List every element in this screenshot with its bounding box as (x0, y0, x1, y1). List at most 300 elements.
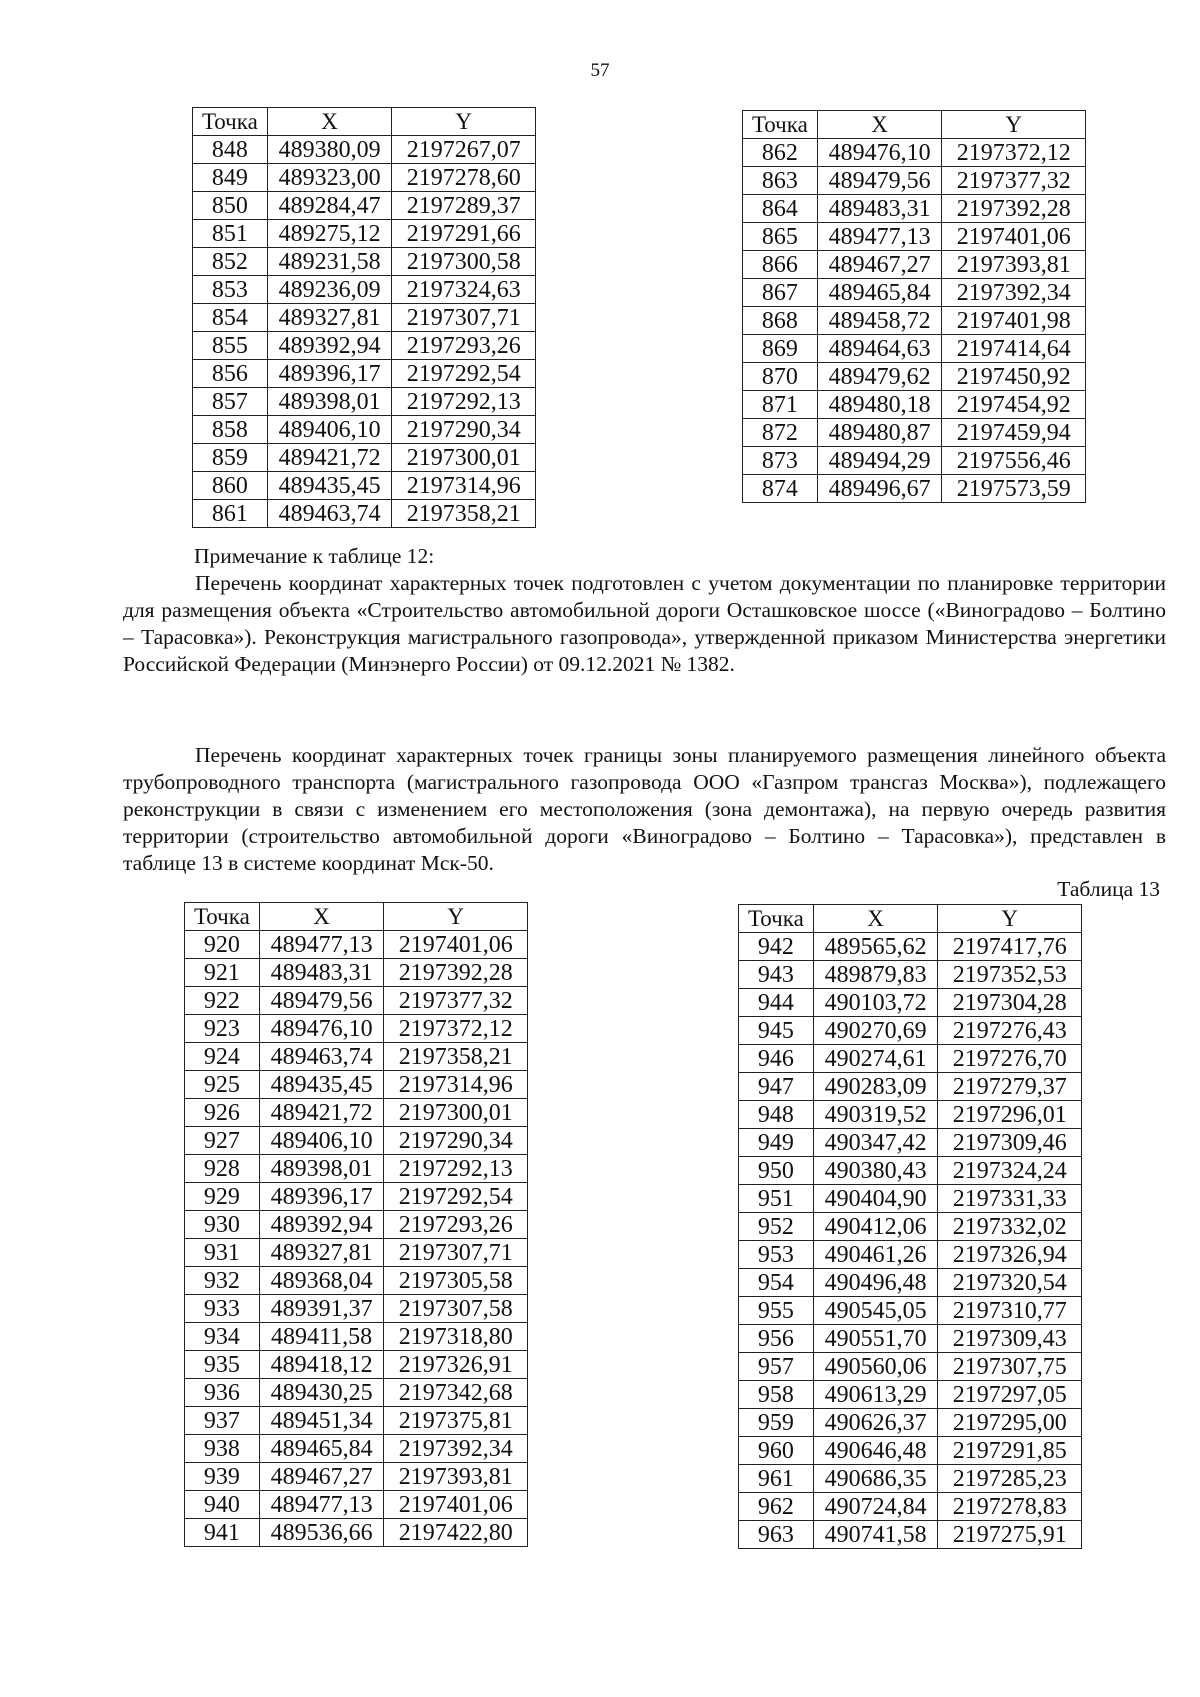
point-number-cell: 942 (739, 933, 814, 961)
header-y: Y (392, 108, 536, 136)
point-number-cell: 921 (185, 959, 260, 987)
table-row (185, 1379, 528, 1407)
table-row (185, 1295, 528, 1323)
point-number-cell: 848 (193, 136, 268, 164)
x-coordinate-cell: 489483,31 (817, 195, 942, 223)
x-coordinate-cell: 489463,74 (259, 1043, 384, 1071)
y-coordinate-cell: 2197422,80 (384, 1519, 528, 1547)
y-coordinate-cell: 2197276,70 (938, 1045, 1082, 1073)
table-row (743, 251, 1086, 279)
table-row (739, 933, 1082, 961)
x-coordinate-cell: 489458,72 (817, 307, 942, 335)
paragraph-table-13-intro: Перечень координат характерных точек границы зоны планируемого размещения линейного объекта трубопроводного транспорта (магистрального газопровода ООО «Газпром трансгаз Москва»), подлежащего реконструкции в связи с изменением его местоположения (зона демонтажа), на первую очередь развития территории (строительство автомобильной дороги «Виноградово – Болтино – Тарасовка»), представлен в таблице 13 в системе координат Мск-50. (123, 743, 1166, 875)
y-coordinate-cell: 2197377,32 (942, 167, 1086, 195)
point-number-cell: 962 (739, 1493, 814, 1521)
y-coordinate-cell: 2197292,54 (384, 1183, 528, 1211)
y-coordinate-cell: 2197314,96 (384, 1071, 528, 1099)
x-coordinate-cell: 489368,04 (259, 1267, 384, 1295)
x-coordinate-cell: 490646,48 (813, 1437, 938, 1465)
y-coordinate-cell: 2197324,63 (392, 276, 536, 304)
y-coordinate-cell: 2197292,54 (392, 360, 536, 388)
table-header-row (185, 903, 528, 931)
y-coordinate-cell: 2197300,58 (392, 248, 536, 276)
table-row (739, 1017, 1082, 1045)
table-12-left (192, 107, 536, 528)
x-coordinate-cell: 489396,17 (267, 360, 392, 388)
point-number-cell: 874 (743, 475, 818, 503)
table-row (185, 1407, 528, 1435)
table-row (193, 164, 536, 192)
point-number-cell: 945 (739, 1017, 814, 1045)
point-number-cell: 866 (743, 251, 818, 279)
table-row (193, 500, 536, 528)
table-row (743, 307, 1086, 335)
x-coordinate-cell: 489435,45 (267, 472, 392, 500)
x-coordinate-cell: 489483,31 (259, 959, 384, 987)
x-coordinate-cell: 489391,37 (259, 1295, 384, 1323)
x-coordinate-cell: 489879,83 (813, 961, 938, 989)
y-coordinate-cell: 2197392,28 (942, 195, 1086, 223)
point-number-cell: 960 (739, 1437, 814, 1465)
x-coordinate-cell: 490270,69 (813, 1017, 938, 1045)
point-number-cell: 859 (193, 444, 268, 472)
x-coordinate-cell: 489398,01 (267, 388, 392, 416)
table-row (739, 1465, 1082, 1493)
x-coordinate-cell: 490347,42 (813, 1129, 938, 1157)
y-coordinate-cell: 2197401,98 (942, 307, 1086, 335)
x-coordinate-cell: 489476,10 (817, 139, 942, 167)
y-coordinate-cell: 2197377,32 (384, 987, 528, 1015)
y-coordinate-cell: 2197300,01 (392, 444, 536, 472)
point-number-cell: 850 (193, 192, 268, 220)
table-row (185, 1491, 528, 1519)
table-row (185, 1239, 528, 1267)
table-row (193, 332, 536, 360)
point-number-cell: 868 (743, 307, 818, 335)
point-number-cell: 926 (185, 1099, 260, 1127)
x-coordinate-cell: 490545,05 (813, 1297, 938, 1325)
y-coordinate-cell: 2197417,76 (938, 933, 1082, 961)
x-coordinate-cell: 490724,84 (813, 1493, 938, 1521)
point-number-cell: 953 (739, 1241, 814, 1269)
y-coordinate-cell: 2197309,46 (938, 1129, 1082, 1157)
header-x: X (817, 111, 942, 139)
x-coordinate-cell: 489323,00 (267, 164, 392, 192)
header-point: Точка (193, 108, 268, 136)
x-coordinate-cell: 490626,37 (813, 1409, 938, 1437)
table-13-label: Таблица 13 (1057, 877, 1160, 901)
y-coordinate-cell: 2197293,26 (392, 332, 536, 360)
x-coordinate-cell: 489479,56 (259, 987, 384, 1015)
x-coordinate-cell: 489465,84 (259, 1435, 384, 1463)
x-coordinate-cell: 490380,43 (813, 1157, 938, 1185)
x-coordinate-cell: 489477,13 (817, 223, 942, 251)
x-coordinate-cell: 489231,58 (267, 248, 392, 276)
table-row (193, 388, 536, 416)
table-row (185, 1323, 528, 1351)
point-number-cell: 853 (193, 276, 268, 304)
y-coordinate-cell: 2197450,92 (942, 363, 1086, 391)
y-coordinate-cell: 2197352,53 (938, 961, 1082, 989)
y-coordinate-cell: 2197278,83 (938, 1493, 1082, 1521)
y-coordinate-cell: 2197320,54 (938, 1269, 1082, 1297)
header-x: X (267, 108, 392, 136)
y-coordinate-cell: 2197573,59 (942, 475, 1086, 503)
x-coordinate-cell: 489435,45 (259, 1071, 384, 1099)
x-coordinate-cell: 490319,52 (813, 1101, 938, 1129)
x-coordinate-cell: 489451,34 (259, 1407, 384, 1435)
y-coordinate-cell: 2197307,58 (384, 1295, 528, 1323)
header-x: X (813, 905, 938, 933)
table-row (185, 1127, 528, 1155)
point-number-cell: 867 (743, 279, 818, 307)
x-coordinate-cell: 489477,13 (259, 931, 384, 959)
y-coordinate-cell: 2197307,75 (938, 1353, 1082, 1381)
point-number-cell: 935 (185, 1351, 260, 1379)
point-number-cell: 930 (185, 1211, 260, 1239)
point-number-cell: 954 (739, 1269, 814, 1297)
y-coordinate-cell: 2197290,34 (384, 1127, 528, 1155)
point-number-cell: 849 (193, 164, 268, 192)
table-row (185, 1351, 528, 1379)
table-row (739, 1521, 1082, 1549)
header-point: Точка (739, 905, 814, 933)
point-number-cell: 857 (193, 388, 268, 416)
x-coordinate-cell: 490461,26 (813, 1241, 938, 1269)
table-row (185, 1435, 528, 1463)
point-number-cell: 937 (185, 1407, 260, 1435)
table-row (193, 304, 536, 332)
y-coordinate-cell: 2197358,21 (392, 500, 536, 528)
y-coordinate-cell: 2197372,12 (942, 139, 1086, 167)
y-coordinate-cell: 2197307,71 (384, 1239, 528, 1267)
y-coordinate-cell: 2197291,66 (392, 220, 536, 248)
point-number-cell: 941 (185, 1519, 260, 1547)
table-row (185, 1155, 528, 1183)
table-row (185, 1071, 528, 1099)
point-number-cell: 952 (739, 1213, 814, 1241)
y-coordinate-cell: 2197392,34 (384, 1435, 528, 1463)
table-row (739, 1213, 1082, 1241)
y-coordinate-cell: 2197401,06 (942, 223, 1086, 251)
point-number-cell: 924 (185, 1043, 260, 1071)
point-number-cell: 943 (739, 961, 814, 989)
point-number-cell: 956 (739, 1325, 814, 1353)
x-coordinate-cell: 490412,06 (813, 1213, 938, 1241)
x-coordinate-cell: 489411,58 (259, 1323, 384, 1351)
point-number-cell: 852 (193, 248, 268, 276)
x-coordinate-cell: 489327,81 (267, 304, 392, 332)
point-number-cell: 950 (739, 1157, 814, 1185)
x-coordinate-cell: 489421,72 (259, 1099, 384, 1127)
table-row (739, 1353, 1082, 1381)
table-row (185, 1211, 528, 1239)
point-number-cell: 854 (193, 304, 268, 332)
x-coordinate-cell: 490560,06 (813, 1353, 938, 1381)
y-coordinate-cell: 2197305,58 (384, 1267, 528, 1295)
table-row (185, 1519, 528, 1547)
table-row (743, 139, 1086, 167)
y-coordinate-cell: 2197278,60 (392, 164, 536, 192)
x-coordinate-cell: 489392,94 (259, 1211, 384, 1239)
point-number-cell: 861 (193, 500, 268, 528)
x-coordinate-cell: 489392,94 (267, 332, 392, 360)
table-row (193, 472, 536, 500)
y-coordinate-cell: 2197392,28 (384, 959, 528, 987)
table-row (739, 989, 1082, 1017)
table-row (739, 1381, 1082, 1409)
table-row (743, 419, 1086, 447)
y-coordinate-cell: 2197454,92 (942, 391, 1086, 419)
table-row (739, 1493, 1082, 1521)
y-coordinate-cell: 2197275,91 (938, 1521, 1082, 1549)
table-row (743, 391, 1086, 419)
x-coordinate-cell: 489236,09 (267, 276, 392, 304)
table-header-row (739, 905, 1082, 933)
y-coordinate-cell: 2197331,33 (938, 1185, 1082, 1213)
point-number-cell: 928 (185, 1155, 260, 1183)
x-coordinate-cell: 489479,56 (817, 167, 942, 195)
x-coordinate-cell: 489396,17 (259, 1183, 384, 1211)
point-number-cell: 863 (743, 167, 818, 195)
x-coordinate-cell: 489430,25 (259, 1379, 384, 1407)
point-number-cell: 934 (185, 1323, 260, 1351)
point-number-cell: 923 (185, 1015, 260, 1043)
point-number-cell: 963 (739, 1521, 814, 1549)
x-coordinate-cell: 489479,62 (817, 363, 942, 391)
header-point: Точка (185, 903, 260, 931)
page-number: 57 (590, 60, 610, 81)
table-row (743, 363, 1086, 391)
y-coordinate-cell: 2197556,46 (942, 447, 1086, 475)
x-coordinate-cell: 489480,87 (817, 419, 942, 447)
y-coordinate-cell: 2197267,07 (392, 136, 536, 164)
table-row (739, 1129, 1082, 1157)
table-row (743, 475, 1086, 503)
y-coordinate-cell: 2197276,43 (938, 1017, 1082, 1045)
note-title: Примечание к таблице 12: (194, 544, 435, 568)
point-number-cell: 955 (739, 1297, 814, 1325)
point-number-cell: 920 (185, 931, 260, 959)
x-coordinate-cell: 490404,90 (813, 1185, 938, 1213)
table-row (743, 195, 1086, 223)
point-number-cell: 947 (739, 1073, 814, 1101)
x-coordinate-cell: 489406,10 (259, 1127, 384, 1155)
point-number-cell: 939 (185, 1463, 260, 1491)
y-coordinate-cell: 2197401,06 (384, 1491, 528, 1519)
x-coordinate-cell: 490551,70 (813, 1325, 938, 1353)
point-number-cell: 957 (739, 1353, 814, 1381)
point-number-cell: 856 (193, 360, 268, 388)
header-x: X (259, 903, 384, 931)
y-coordinate-cell: 2197289,37 (392, 192, 536, 220)
y-coordinate-cell: 2197358,21 (384, 1043, 528, 1071)
x-coordinate-cell: 489421,72 (267, 444, 392, 472)
table-row (185, 1099, 528, 1127)
point-number-cell: 951 (739, 1185, 814, 1213)
table-row (739, 1269, 1082, 1297)
y-coordinate-cell: 2197324,24 (938, 1157, 1082, 1185)
table-row (185, 987, 528, 1015)
point-number-cell: 925 (185, 1071, 260, 1099)
x-coordinate-cell: 489494,29 (817, 447, 942, 475)
point-number-cell: 870 (743, 363, 818, 391)
table-row (739, 1185, 1082, 1213)
y-coordinate-cell: 2197326,91 (384, 1351, 528, 1379)
x-coordinate-cell: 489467,27 (817, 251, 942, 279)
point-number-cell: 961 (739, 1465, 814, 1493)
note-body: Перечень координат характерных точек подготовлен с учетом документации по планировке территории для размещения объекта «Строительство автомобильной дороги Осташковское шоссе («Виноградово – Болтино – Тарасовка»). Реконструкция магистрального газопровода», утвержденной приказом Министерства энергетики Российской Федерации (Минэнерго России) от 09.12.2021 № 1382. (123, 571, 1166, 676)
table-row (185, 931, 528, 959)
table-row (739, 1241, 1082, 1269)
table-row (193, 192, 536, 220)
point-number-cell: 865 (743, 223, 818, 251)
y-coordinate-cell: 2197291,85 (938, 1437, 1082, 1465)
y-coordinate-cell: 2197401,06 (384, 931, 528, 959)
x-coordinate-cell: 490283,09 (813, 1073, 938, 1101)
table-row (739, 1101, 1082, 1129)
y-coordinate-cell: 2197318,80 (384, 1323, 528, 1351)
x-coordinate-cell: 489463,74 (267, 500, 392, 528)
table-row (193, 360, 536, 388)
y-coordinate-cell: 2197295,00 (938, 1409, 1082, 1437)
point-number-cell: 929 (185, 1183, 260, 1211)
point-number-cell: 944 (739, 989, 814, 1017)
x-coordinate-cell: 489476,10 (259, 1015, 384, 1043)
point-number-cell: 922 (185, 987, 260, 1015)
x-coordinate-cell: 490686,35 (813, 1465, 938, 1493)
x-coordinate-cell: 489496,67 (817, 475, 942, 503)
y-coordinate-cell: 2197392,34 (942, 279, 1086, 307)
header-point: Точка (743, 111, 818, 139)
y-coordinate-cell: 2197375,81 (384, 1407, 528, 1435)
header-y: Y (942, 111, 1086, 139)
point-number-cell: 936 (185, 1379, 260, 1407)
table-row (193, 248, 536, 276)
x-coordinate-cell: 489380,09 (267, 136, 392, 164)
y-coordinate-cell: 2197290,34 (392, 416, 536, 444)
table-row (185, 1463, 528, 1491)
x-coordinate-cell: 489406,10 (267, 416, 392, 444)
table-row (185, 1015, 528, 1043)
x-coordinate-cell: 489565,62 (813, 933, 938, 961)
point-number-cell: 873 (743, 447, 818, 475)
point-number-cell: 931 (185, 1239, 260, 1267)
y-coordinate-cell: 2197307,71 (392, 304, 536, 332)
x-coordinate-cell: 489327,81 (259, 1239, 384, 1267)
x-coordinate-cell: 489536,66 (259, 1519, 384, 1547)
y-coordinate-cell: 2197326,94 (938, 1241, 1082, 1269)
point-number-cell: 927 (185, 1127, 260, 1155)
table-header-row (743, 111, 1086, 139)
x-coordinate-cell: 490274,61 (813, 1045, 938, 1073)
y-coordinate-cell: 2197459,94 (942, 419, 1086, 447)
table-12-right (742, 110, 1086, 503)
table-row (743, 167, 1086, 195)
table-row (743, 335, 1086, 363)
y-coordinate-cell: 2197304,28 (938, 989, 1082, 1017)
header-y: Y (938, 905, 1082, 933)
y-coordinate-cell: 2197332,02 (938, 1213, 1082, 1241)
x-coordinate-cell: 490741,58 (813, 1521, 938, 1549)
y-coordinate-cell: 2197342,68 (384, 1379, 528, 1407)
y-coordinate-cell: 2197310,77 (938, 1297, 1082, 1325)
y-coordinate-cell: 2197279,37 (938, 1073, 1082, 1101)
table-row (743, 447, 1086, 475)
table-header-row (193, 108, 536, 136)
y-coordinate-cell: 2197393,81 (942, 251, 1086, 279)
x-coordinate-cell: 489275,12 (267, 220, 392, 248)
point-number-cell: 958 (739, 1381, 814, 1409)
point-number-cell: 949 (739, 1129, 814, 1157)
table-row (739, 1297, 1082, 1325)
header-y: Y (384, 903, 528, 931)
table-row (193, 220, 536, 248)
x-coordinate-cell: 489480,18 (817, 391, 942, 419)
point-number-cell: 940 (185, 1491, 260, 1519)
table-row (193, 444, 536, 472)
table-row (739, 1157, 1082, 1185)
table-13-left (184, 902, 528, 1547)
x-coordinate-cell: 489284,47 (267, 192, 392, 220)
y-coordinate-cell: 2197292,13 (392, 388, 536, 416)
x-coordinate-cell: 489465,84 (817, 279, 942, 307)
y-coordinate-cell: 2197393,81 (384, 1463, 528, 1491)
point-number-cell: 858 (193, 416, 268, 444)
y-coordinate-cell: 2197296,01 (938, 1101, 1082, 1129)
x-coordinate-cell: 490496,48 (813, 1269, 938, 1297)
x-coordinate-cell: 489464,63 (817, 335, 942, 363)
point-number-cell: 938 (185, 1435, 260, 1463)
x-coordinate-cell: 489467,27 (259, 1463, 384, 1491)
table-row (739, 1045, 1082, 1073)
table-row (739, 961, 1082, 989)
table-row (739, 1325, 1082, 1353)
y-coordinate-cell: 2197309,43 (938, 1325, 1082, 1353)
table-row (185, 1267, 528, 1295)
point-number-cell: 851 (193, 220, 268, 248)
table-row (743, 279, 1086, 307)
y-coordinate-cell: 2197297,05 (938, 1381, 1082, 1409)
x-coordinate-cell: 490613,29 (813, 1381, 938, 1409)
table-row (193, 276, 536, 304)
table-row (185, 959, 528, 987)
point-number-cell: 864 (743, 195, 818, 223)
point-number-cell: 933 (185, 1295, 260, 1323)
table-row (739, 1073, 1082, 1101)
table-row (739, 1409, 1082, 1437)
table-row (193, 416, 536, 444)
x-coordinate-cell: 489477,13 (259, 1491, 384, 1519)
x-coordinate-cell: 489418,12 (259, 1351, 384, 1379)
y-coordinate-cell: 2197314,96 (392, 472, 536, 500)
point-number-cell: 855 (193, 332, 268, 360)
y-coordinate-cell: 2197300,01 (384, 1099, 528, 1127)
y-coordinate-cell: 2197293,26 (384, 1211, 528, 1239)
point-number-cell: 932 (185, 1267, 260, 1295)
point-number-cell: 948 (739, 1101, 814, 1129)
y-coordinate-cell: 2197372,12 (384, 1015, 528, 1043)
x-coordinate-cell: 490103,72 (813, 989, 938, 1017)
point-number-cell: 869 (743, 335, 818, 363)
y-coordinate-cell: 2197292,13 (384, 1155, 528, 1183)
table-row (193, 136, 536, 164)
point-number-cell: 946 (739, 1045, 814, 1073)
table-13-right (738, 904, 1082, 1549)
point-number-cell: 862 (743, 139, 818, 167)
point-number-cell: 860 (193, 472, 268, 500)
point-number-cell: 959 (739, 1409, 814, 1437)
